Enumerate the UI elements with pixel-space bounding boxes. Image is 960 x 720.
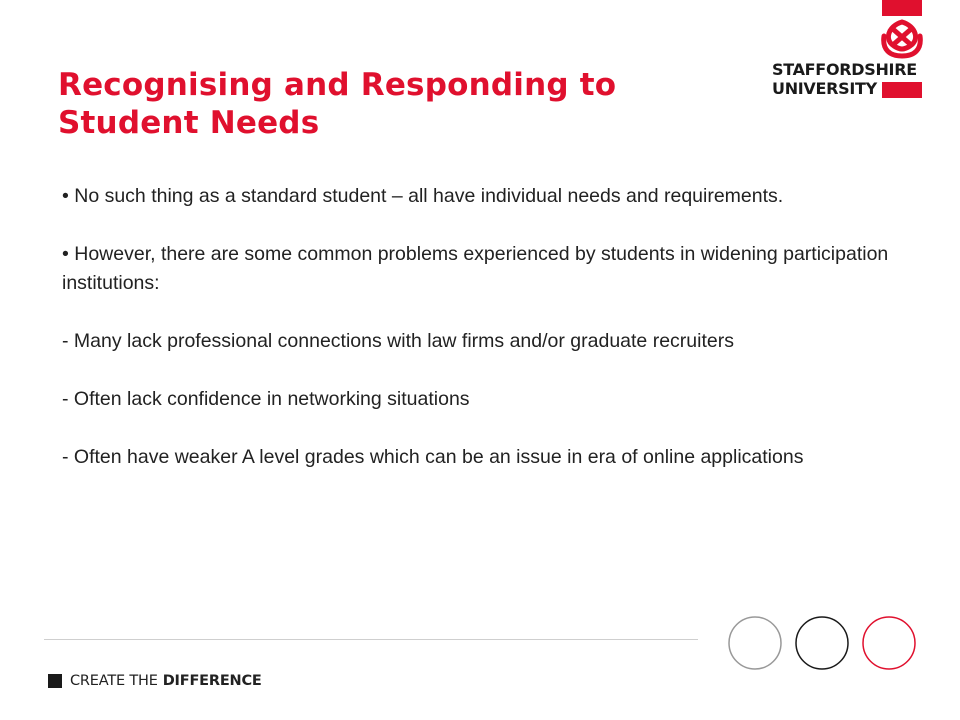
decor-circle-grey xyxy=(729,617,781,669)
slide-title xyxy=(58,66,698,142)
tagline-regular: CREATE THE xyxy=(70,673,158,689)
body-paragraph-5: - Often have weaker A level grades which can be an issue in era of online applications xyxy=(62,446,804,468)
body-paragraph-3: - Many lack professional connections with law firms and/or graduate recruiters xyxy=(62,330,734,352)
footer-tagline xyxy=(48,672,262,690)
decor-circle-black xyxy=(796,617,848,669)
footer-divider xyxy=(44,639,698,640)
body-paragraph-2: • However, there are some common problems experienced by students in widening participation institutions: xyxy=(62,243,889,294)
body-paragraph-1: • No such thing as a standard student – all have individual needs and requirements. xyxy=(62,185,784,207)
slide-title-line-1: Recognising and Responding to xyxy=(58,67,617,103)
decor-circle-red xyxy=(863,617,915,669)
body-paragraph-4: - Often lack confidence in networking situations xyxy=(62,388,470,410)
tagline-bold: DIFFERENCE xyxy=(162,673,262,689)
slide-title-line-2: Student Needs xyxy=(58,105,320,141)
square-icon xyxy=(48,674,62,688)
wordmark-accent-bar xyxy=(882,82,922,98)
wordmark-line-1: STAFFORDSHIRE xyxy=(772,60,917,79)
decorative-circles xyxy=(726,614,920,672)
slide-body xyxy=(62,182,902,501)
wordmark-line-2: UNIVERSITY xyxy=(772,79,877,98)
